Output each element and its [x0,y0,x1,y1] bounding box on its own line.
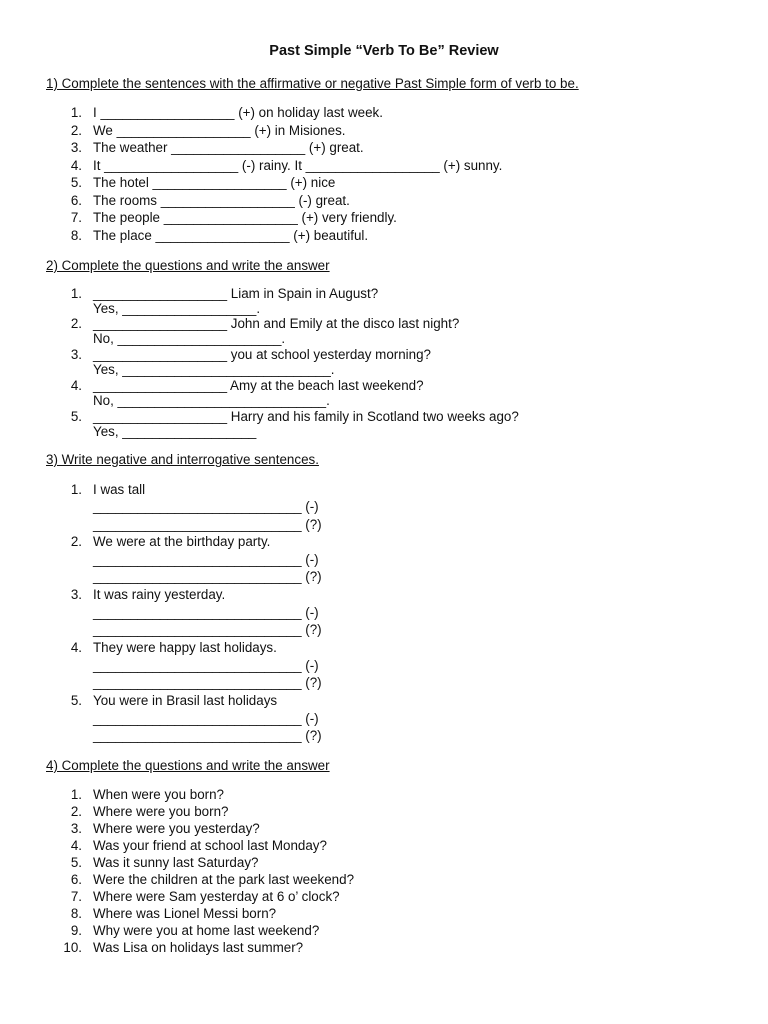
section-2-heading: 2) Complete the questions and write the answer [46,258,330,273]
interrogative-line: ____________________________ (?) [93,728,322,743]
negative-line: ____________________________ (-) [93,658,319,673]
list-item: Was your friend at school last Monday? [93,838,327,853]
interrogative-line: ____________________________ (?) [93,622,322,637]
answer-line: No, ______________________. [93,331,286,346]
item-number: 7. [70,889,82,904]
list-item: I __________________ (+) on holiday last week. [93,105,383,120]
negative-line: ____________________________ (-) [93,499,319,514]
section-1-heading: 1) Complete the sentences with the affirmative or negative Past Simple form of verb to be. [46,76,579,91]
item-number: 1. [70,482,82,497]
interrogative-line: ____________________________ (?) [93,517,322,532]
list-item: The hotel __________________ (+) nice [93,175,336,190]
item-number: 4. [70,838,82,853]
list-item: Where were you born? [93,804,229,819]
question-item: __________________ John and Emily at the disco last night? [93,316,460,331]
list-item: Where were you yesterday? [93,821,260,836]
item-number: 4. [70,640,82,655]
item-number: 4. [70,378,82,393]
list-item: Where was Lionel Messi born? [93,906,277,921]
list-item: The people __________________ (+) very friendly. [93,210,397,225]
list-item: When were you born? [93,787,225,802]
item-number: 1. [70,105,82,120]
item-number: 1. [70,286,82,301]
question-item: __________________ you at school yesterday morning? [93,347,431,362]
negative-line: ____________________________ (-) [93,552,319,567]
list-item: The place __________________ (+) beautiful. [93,228,369,243]
item-number: 8. [70,228,82,243]
item-number: 3. [70,587,82,602]
sentence-item: You were in Brasil last holidays [93,693,278,708]
interrogative-line: ____________________________ (?) [93,569,322,584]
item-number: 8. [70,906,82,921]
item-number: 6. [70,872,82,887]
sentence-item: I was tall [93,482,146,497]
question-item: __________________ Amy at the beach last weekend? [93,378,424,393]
item-number: 3. [70,347,82,362]
list-item: It __________________ (-) rainy. It __________________ (+) sunny. [93,158,503,173]
item-number: 5. [70,175,82,190]
item-number: 9. [70,923,82,938]
section-4-heading: 4) Complete the questions and write the answer [46,758,330,773]
list-item: Was Lisa on holidays last summer? [93,940,304,955]
section-3-heading: 3) Write negative and interrogative sentences. [46,452,319,467]
item-number: 2. [70,123,82,138]
item-number: 7. [70,210,82,225]
item-number: 5. [70,693,82,708]
item-number: 3. [70,821,82,836]
list-item: Why were you at home last weekend? [93,923,320,938]
item-number: 2. [70,804,82,819]
list-item: We __________________ (+) in Misiones. [93,123,346,138]
list-item: The rooms __________________ (-) great. [93,193,350,208]
item-number: 5. [70,855,82,870]
question-item: __________________ Harry and his family in Scotland two weeks ago? [93,409,519,424]
answer-line: Yes, __________________. [93,301,261,316]
item-number: 3. [70,140,82,155]
question-item: __________________ Liam in Spain in August? [93,286,379,301]
negative-line: ____________________________ (-) [93,605,319,620]
item-number: 5. [70,409,82,424]
item-number: 10. [63,940,82,955]
answer-line: Yes, ____________________________. [93,362,335,377]
list-item: Were the children at the park last weekend? [93,872,355,887]
answer-line: Yes, __________________ [93,424,257,439]
list-item: The weather __________________ (+) great. [93,140,364,155]
item-number: 6. [70,193,82,208]
item-number: 4. [70,158,82,173]
sentence-item: They were happy last holidays. [93,640,277,655]
list-item: Was it sunny last Saturday? [93,855,259,870]
answer-line: No, ____________________________. [93,393,330,408]
negative-line: ____________________________ (-) [93,711,319,726]
sentence-item: We were at the birthday party. [93,534,271,549]
item-number: 1. [70,787,82,802]
item-number: 2. [70,316,82,331]
item-number: 2. [70,534,82,549]
sentence-item: It was rainy yesterday. [93,587,226,602]
page-title: Past Simple “Verb To Be” Review [269,43,499,59]
interrogative-line: ____________________________ (?) [93,675,322,690]
list-item: Where were Sam yesterday at 6 o’ clock? [93,889,340,904]
